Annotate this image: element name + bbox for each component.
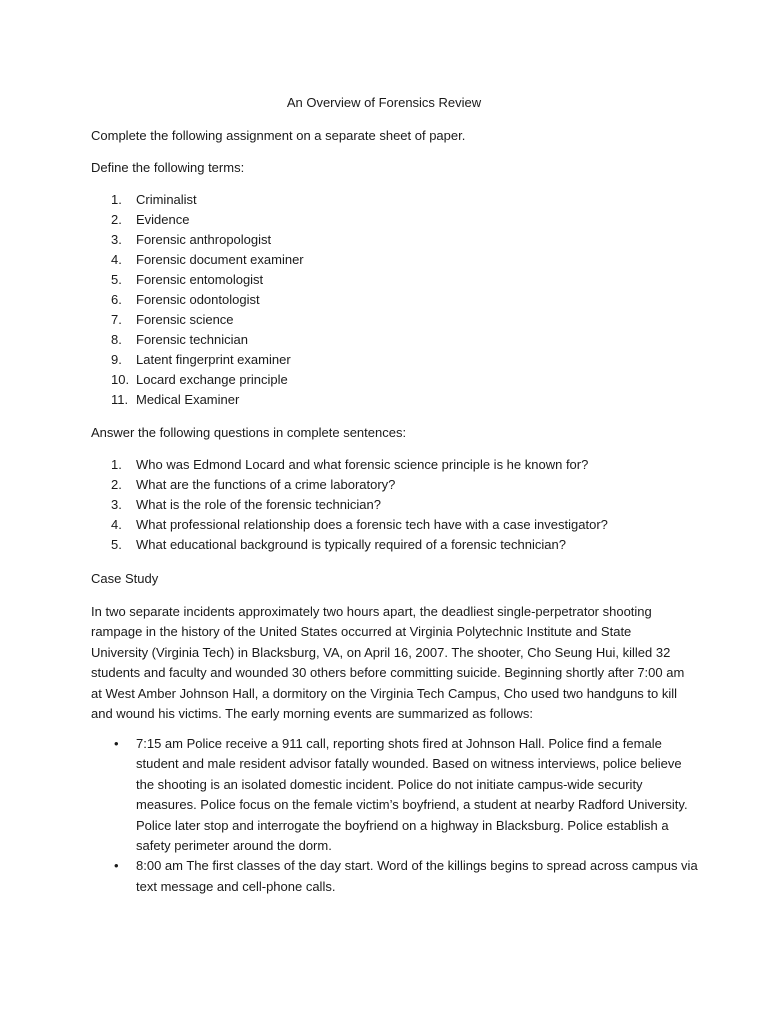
list-item-text: What is the role of the forensic technician?: [136, 497, 381, 512]
list-item-text: Medical Examiner: [136, 392, 240, 407]
list-item-text: What are the functions of a crime laboratory?: [136, 477, 396, 492]
define-terms-heading: Define the following terms:: [91, 160, 245, 175]
case-study-paragraph: [91, 602, 691, 724]
bullet-icon: •: [114, 736, 119, 751]
list-item: [91, 475, 608, 495]
list-item-text: Locard exchange principle: [136, 372, 288, 387]
questions-list: [91, 455, 608, 555]
bullet-item: [91, 856, 698, 897]
list-item: [91, 535, 608, 555]
bullet-line: 8:00 am The first classes of the day start. Word of the killings begins to spread across campus via: [136, 858, 698, 874]
list-item: [91, 190, 304, 210]
list-item-number: 9.: [111, 352, 122, 367]
list-item: [91, 330, 304, 350]
paragraph-line: In two separate incidents approximately two hours apart, the deadliest single-perpetrator shooting: [91, 604, 652, 619]
list-item-number: 7.: [111, 312, 122, 327]
list-item-number: 4.: [111, 517, 122, 532]
list-item: [91, 230, 304, 250]
list-item-number: 2.: [111, 477, 122, 492]
paragraph-line: and wound his victims. The early morning events are summarized as follows:: [91, 706, 533, 722]
events-bullet-list: [91, 734, 698, 897]
list-item-number: 3.: [111, 497, 122, 512]
list-item: [91, 495, 608, 515]
list-item: [91, 370, 304, 390]
list-item-number: 1.: [111, 192, 122, 207]
list-item: [91, 350, 304, 370]
list-item: [91, 310, 304, 330]
list-item-text: Forensic entomologist: [136, 272, 264, 287]
bullet-line: 7:15 am Police receive a 911 call, reporting shots fired at Johnson Hall. Police find a female: [136, 736, 662, 751]
list-item-text: What professional relationship does a forensic tech have with a case investigator?: [136, 517, 608, 532]
list-item: [91, 210, 304, 230]
list-item-number: 4.: [111, 252, 122, 267]
bullet-line: the shooting is an isolated domestic incident. Police do not initiate campus-wide security: [136, 776, 643, 792]
list-item-text: Latent fingerprint examiner: [136, 352, 291, 367]
list-item-number: 10.: [111, 372, 130, 387]
questions-heading: Answer the following questions in complete sentences:: [91, 425, 407, 440]
list-item: [91, 455, 608, 475]
list-item-number: 6.: [111, 292, 122, 307]
case-study-heading: Case Study: [91, 571, 159, 586]
list-item-text: Forensic technician: [136, 332, 248, 347]
bullet-line: text message and cell-phone calls.: [136, 878, 336, 894]
list-item: [91, 270, 304, 290]
paragraph-line: at West Amber Johnson Hall, a dormitory on the Virginia Tech Campus, Cho used two handguns to kill: [91, 685, 678, 701]
list-item-text: Criminalist: [136, 192, 197, 207]
list-item: [91, 290, 304, 310]
document-title: An Overview of Forensics Review: [286, 95, 482, 110]
list-item-text: Who was Edmond Locard and what forensic science principle is he known for?: [136, 457, 589, 472]
list-item: [91, 515, 608, 535]
bullet-line: student and male resident advisor fatally wounded. Based on witness interviews, police believe: [136, 756, 682, 772]
list-item-number: 5.: [111, 272, 122, 287]
list-item-text: What educational background is typically required of a forensic technician?: [136, 537, 566, 552]
list-item-number: 2.: [111, 212, 122, 227]
bullet-line: safety perimeter around the dorm.: [136, 838, 332, 854]
list-item-text: Forensic science: [136, 312, 234, 327]
list-item-text: Forensic odontologist: [136, 292, 260, 307]
bullet-item: [91, 734, 691, 856]
terms-list: [91, 190, 304, 410]
bullet-line: measures. Police focus on the female victim’s boyfriend, a student at nearby Radford University.: [136, 797, 688, 813]
assignment-instruction: Complete the following assignment on a separate sheet of paper.: [91, 128, 466, 143]
paragraph-line: rampage in the history of the United States occurred at Virginia Polytechnic Institute and State: [91, 624, 632, 640]
list-item-number: 8.: [111, 332, 122, 347]
list-item-number: 1.: [111, 457, 122, 472]
list-item-text: Forensic document examiner: [136, 252, 304, 267]
paragraph-line: University (Virginia Tech) in Blacksburg, VA, on April 16, 2007. The shooter, Cho Seung Hui, killed 32: [91, 644, 671, 660]
list-item-number: 5.: [111, 537, 122, 552]
list-item-text: Forensic anthropologist: [136, 232, 272, 247]
list-item-text: Evidence: [136, 212, 190, 227]
list-item: [91, 390, 304, 410]
list-item: [91, 250, 304, 270]
list-item-number: 11.: [111, 392, 129, 407]
bullet-line: Police later stop and interrogate the boyfriend on a highway in Blacksburg. Police establish a: [136, 817, 669, 833]
bullet-icon: •: [114, 858, 119, 874]
list-item-number: 3.: [111, 232, 122, 247]
paragraph-line: students and faculty and wounded 30 others before committing suicide. Beginning shortly after 7:00 am: [91, 665, 685, 681]
